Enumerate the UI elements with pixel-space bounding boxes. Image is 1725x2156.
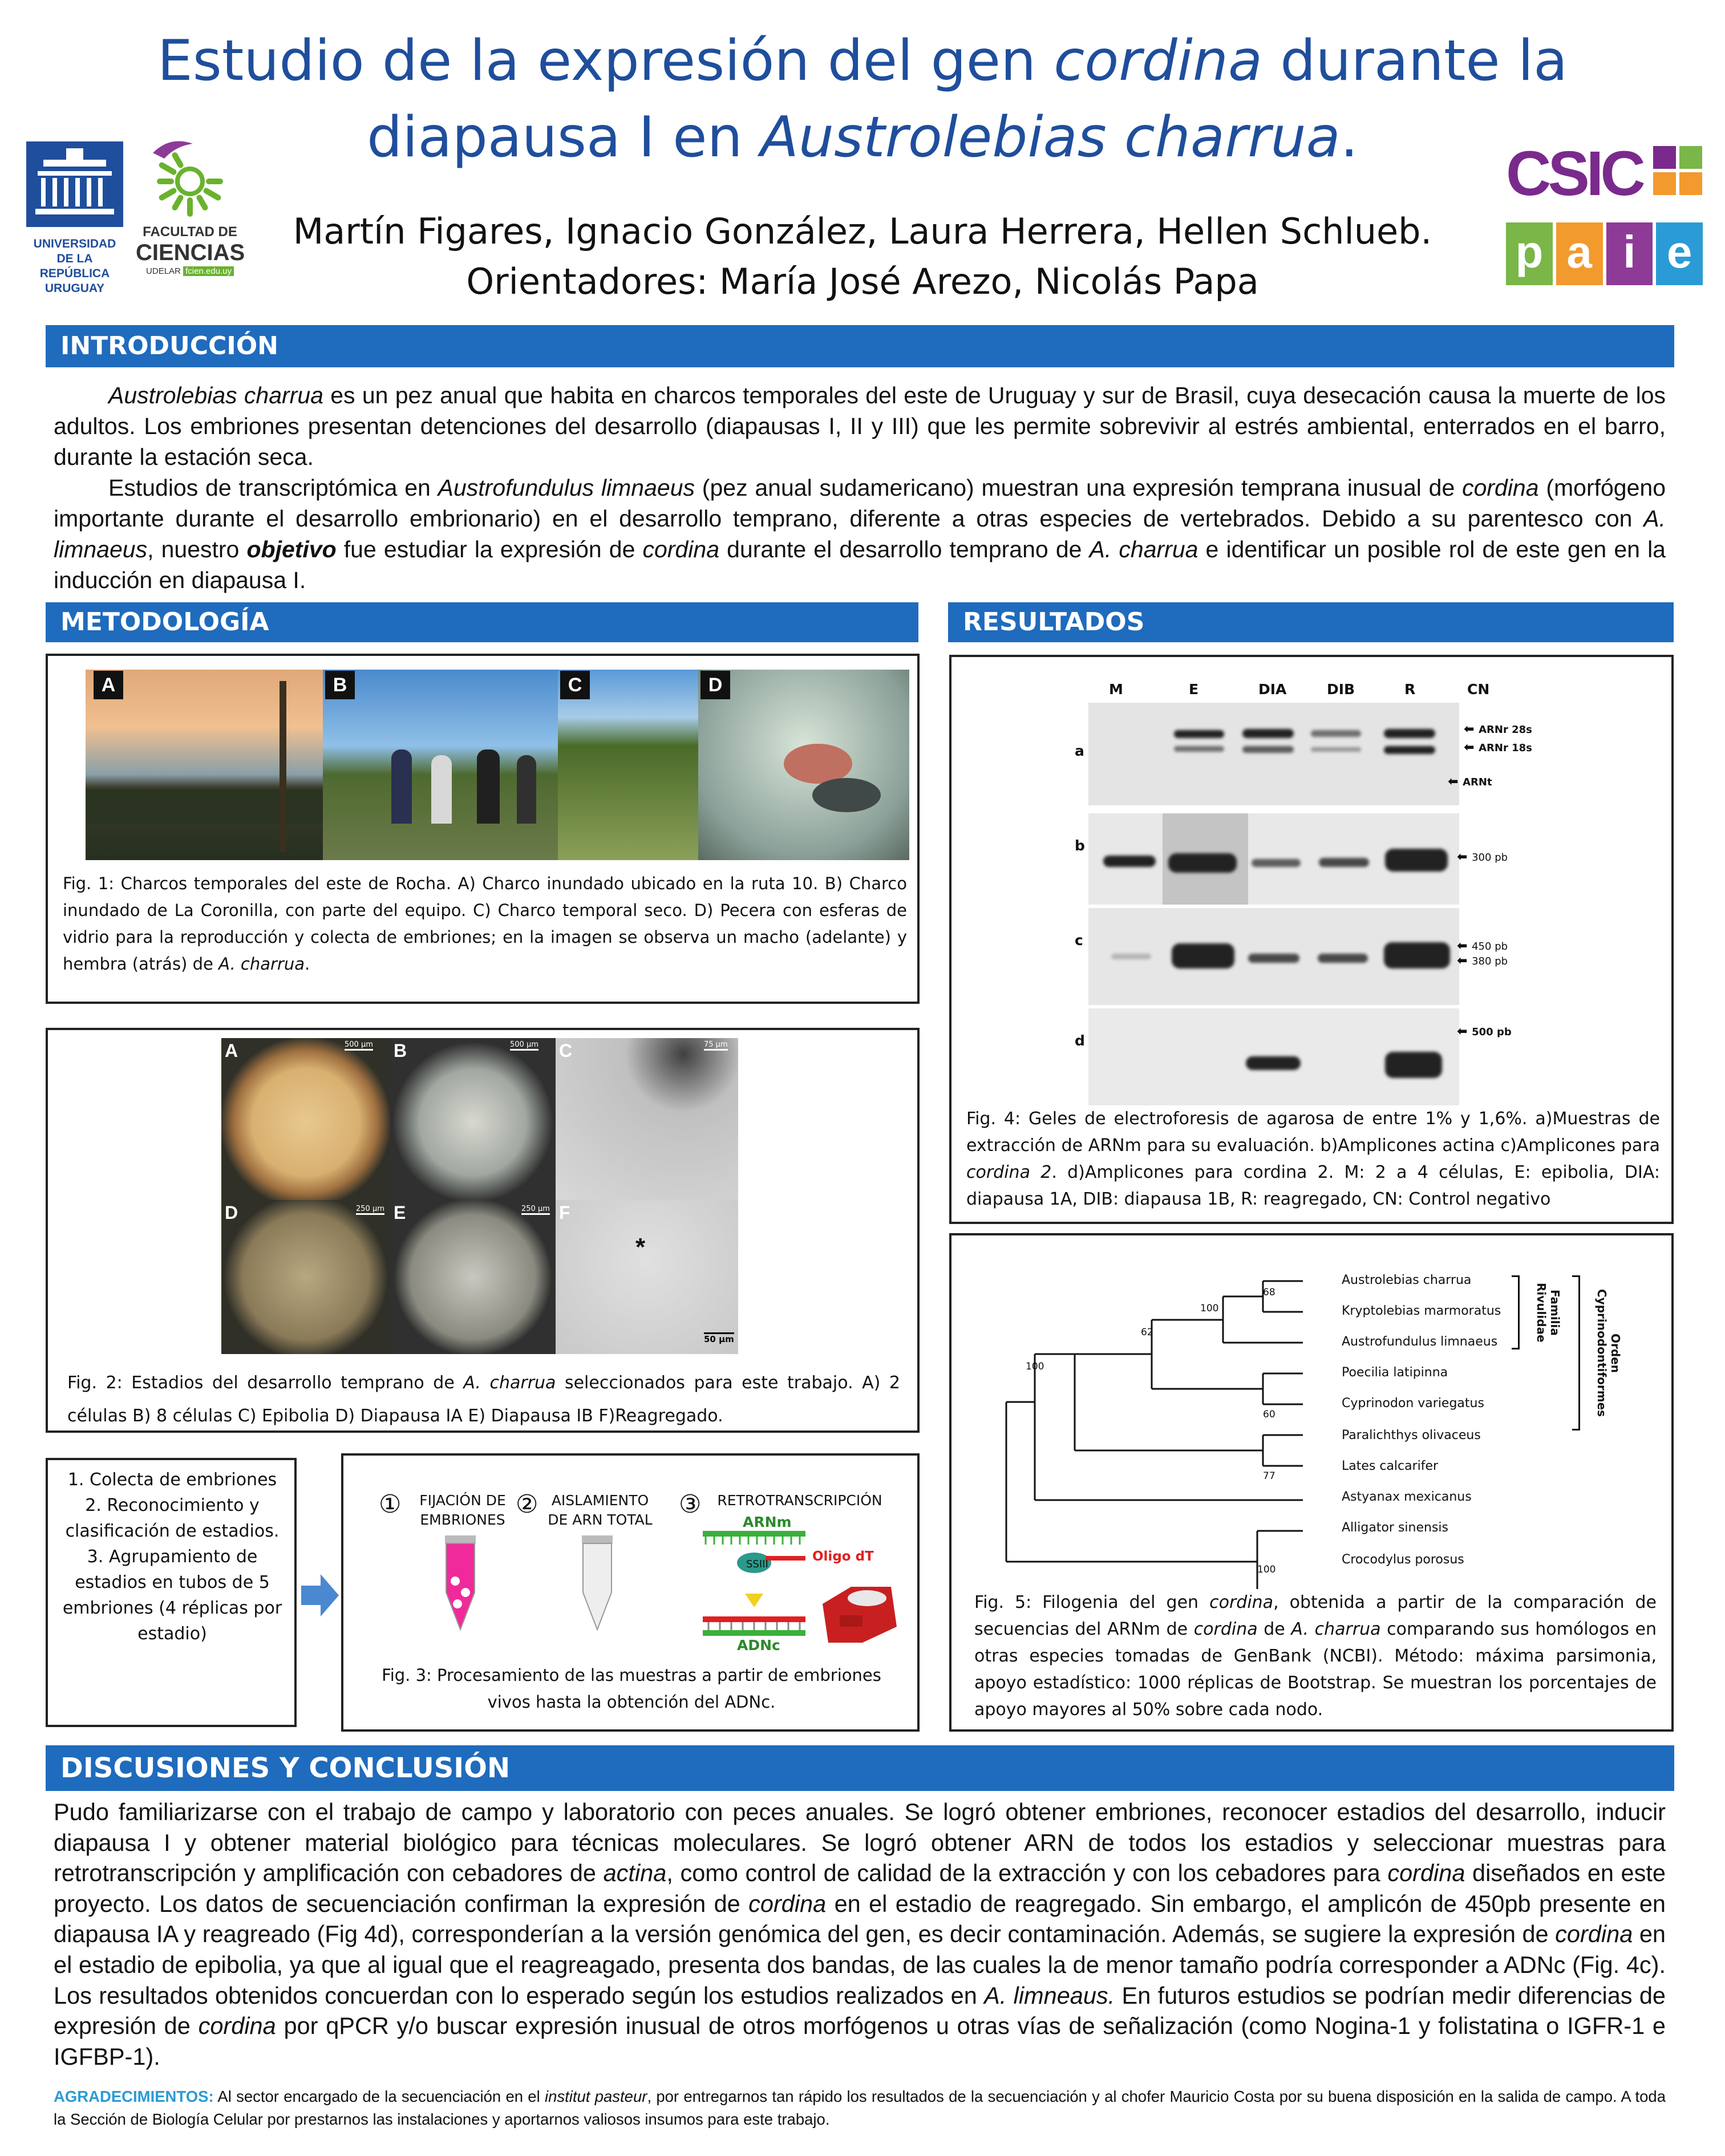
micro-diapausa-ia <box>221 1200 390 1354</box>
fig1-caption: Fig. 1: Charcos temporales del este de Rocha. A) Charco inundado ubicado en la ruta 10. B) Charco inundado de La Coronilla, con parte del equipo. C) Charco temporal seco. D) Pecera con esferas de vidrio para la reproducción y colecta de embriones; en la imagen se observa un macho (adelante) y hembra (atrás) de A. charrua. <box>63 874 907 974</box>
bracket-familia <box>1512 1275 1520 1349</box>
label-orden: Orden Cyprinodontiformes <box>1595 1288 1622 1417</box>
gel-col-cn: CN <box>1467 681 1490 698</box>
fig4-caption: Fig. 4: Geles de electroforesis de agarosa de entre 1% y 1,6%. a)Muestras de extracción de ARNm para su evaluación. b)Amplicones actina c)Amplicones para cordina 2. d)Amplicones para cordina 2. M: 2 a 4 células, E: epibolia, DIA: diapausa 1A, DIB: diapausa 1B, R: reagregado, CN: Control negativo <box>966 1109 1660 1209</box>
fig2-scale-d: 250 µm <box>356 1205 384 1215</box>
section-discusion-header: DISCUSIONES Y CONCLUSIÓN <box>46 1745 1674 1791</box>
taxon-cyprinodon: Cyprinodon variegatus <box>1342 1396 1484 1411</box>
oligo-label: Oligo dT <box>812 1549 874 1564</box>
fig1-box <box>46 654 920 1004</box>
support-100-c: 100 <box>1257 1564 1276 1575</box>
label-arnr28s: ⬅ ARNr 28s <box>1464 722 1532 736</box>
fig2-label-a: A <box>225 1040 238 1061</box>
fcien-logo: FACULTAD DE CIENCIAS UDELAR fcien.edu.uy <box>136 136 244 290</box>
fijacion-label: FIJACIÓN DE EMBRIONES <box>419 1492 506 1528</box>
fig5-box <box>949 1233 1674 1732</box>
label-arnr18s: ⬅ ARNr 18s <box>1464 740 1532 755</box>
steps-box <box>46 1458 297 1727</box>
taxon-austrofundulus: Austrofundulus limnaeus <box>1342 1335 1498 1349</box>
agradecimientos: AGRADECIMIENTOS: Al sector encargado de la secuenciación en el institut pasteur, por entregarnos tan rápido los resultados de la secuenciación y al chofer Mauricio Costa por su buena disposición en la salida de campo. A toda la Sección de Biología Celular por prestarnos las instalaciones y aportarnos valiosos insumos para este trabajo. <box>54 2088 1666 2128</box>
micro-epibolia <box>556 1038 738 1200</box>
fig3-caption: Fig. 3: Procesamiento de las muestras a partir de embriones vivos hasta la obtención del ADNc. <box>382 1665 881 1712</box>
fig2-box <box>46 1028 920 1433</box>
fig2-label-f: F <box>559 1202 570 1223</box>
fig4-box <box>949 655 1674 1224</box>
label-380pb: ⬅ 380 pb <box>1457 954 1508 968</box>
building-icon <box>21 137 129 234</box>
fig2-label-b: B <box>394 1040 407 1061</box>
fig2-caption: Fig. 2: Estadios del desarrollo temprano de A. charrua seleccionados para este trabajo. A) 2 células B) 8 células C) Epibolia D) Diapausa IA E) Diapausa IB F)Reagregado. <box>67 1373 900 1426</box>
step-circle-3: ③ <box>679 1490 702 1519</box>
fig1-label-d: D <box>700 671 730 699</box>
sunflower-icon <box>136 136 244 221</box>
photo-coronilla-equipo <box>323 670 558 860</box>
tube-pink-icon <box>440 1535 480 1632</box>
fig2-star: * <box>635 1233 646 1261</box>
micro-diapausa-ib <box>390 1200 556 1354</box>
fig2-label-c: C <box>559 1040 573 1061</box>
support-100-a: 100 <box>1200 1303 1219 1314</box>
support-100-b: 100 <box>1026 1361 1044 1372</box>
csic-logo: CSIC <box>1506 143 1703 205</box>
fig2-scale-a: 500 µm <box>345 1040 373 1051</box>
phylogenetic-tree <box>972 1270 1314 1589</box>
taxon-poecilia: Poecilia latipinna <box>1342 1365 1448 1380</box>
support-77: 77 <box>1263 1470 1275 1482</box>
gel-col-dia: DIA <box>1258 681 1287 698</box>
step-2: 2. Reconocimiento y clasificación de estadios. <box>65 1496 280 1541</box>
label-arnt: ⬅ ARNt <box>1448 775 1492 789</box>
fig3-box <box>341 1453 920 1732</box>
fig1-label-a: A <box>94 671 123 699</box>
gel-row-c: c <box>1075 932 1083 949</box>
poster-title: Estudio de la expresión del gen cordina durante la diapausa I en Austrolebias charrua. <box>157 29 1568 170</box>
flow-arrow-icon <box>301 1574 339 1616</box>
fig2-label-d: D <box>225 1202 238 1223</box>
taxon-kryptolebias: Kryptolebias marmoratus <box>1342 1304 1501 1318</box>
fig2-scale-b: 500 µm <box>510 1040 538 1051</box>
step-1: 1. Colecta de embriones <box>67 1470 277 1490</box>
intro-text: Austrolebias charrua es un pez anual que habita en charcos temporales del este de Uruguay y sur de Brasil, cuya desecación causa la muerte de los adultos. Los embriones presentan detenciones del desarrollo (diapausas I, II y III) que les permite sobrevivir al estrés ambiental, enterrados en el barro, durante la estación seca. Estudios de transcriptómica en Austrofundulus limnaeus (pez anual sudamericano) muestran una expresión temprana inusual de cordina (morfógeno importante durante el desarrollo embrionario) en el desarrollo temprano, diferente a otras especies de vertebrados. Debido a su parentesco con A. limnaeus, nuestro objetivo fue estudiar la expresión de cordina durante el desarrollo temprano de A. charrua e identificar un posible rol de este gen en la inducción en diapausa I. <box>54 382 1666 593</box>
bracket-orden <box>1572 1275 1580 1430</box>
support-62: 62 <box>1141 1327 1153 1338</box>
gel-col-m: M <box>1109 681 1123 698</box>
fig2-scale-e: 250 µm <box>521 1205 550 1215</box>
retrotranscripcion-label: RETROTRANSCRIPCIÓN <box>717 1492 882 1509</box>
step-circle-1: ① <box>379 1490 402 1519</box>
section-metodologia-header: METODOLOGÍA <box>46 602 918 642</box>
label-450pb: ⬅ 450 pb <box>1457 939 1508 953</box>
ssiii-label: SSIII <box>746 1558 768 1570</box>
taxon-crocodylus: Crocodylus porosus <box>1342 1553 1464 1567</box>
gel-col-dib: DIB <box>1327 681 1355 698</box>
taxon-austrolebias: Austrolebias charrua <box>1342 1273 1472 1287</box>
step-circle-2: ② <box>516 1490 538 1519</box>
taxon-alligator: Alligator sinensis <box>1342 1521 1448 1535</box>
gel-col-e: E <box>1189 681 1199 698</box>
gel-row-d: d <box>1075 1032 1085 1049</box>
gel-b <box>1088 813 1459 905</box>
taxon-paralichthys: Paralichthys olivaceus <box>1342 1428 1481 1442</box>
fig2-scale-c: 75 µm <box>704 1040 728 1051</box>
micro-reagregado <box>556 1200 738 1354</box>
section-intro-header: INTRODUCCIÓN <box>46 325 1674 367</box>
fig1-label-b: B <box>325 671 355 699</box>
discusion-text: Pudo familiarizarse con el trabajo de campo y laboratorio con peces anuales. Se logró obtener embriones, reconocer estadios del desarrollo, inducir diapausa I y obtener material biológico para técnicas moleculares. Se logró obtener ARN de todos los estadios y seleccionar muestras para retrotranscripción y amplificación con cebadores de actina, como control de calidad de la extracción y con los cebadores para cordina diseñados en este proyecto. Los datos de secuenciación confirman la expresión de cordina en el estadio de reagregado. Sin embargo, el amplicón de 450pb presente en diapausa IA y reagreado (Fig 4d), corresponderían a la versión genómica del gen, es decir contaminación. Además, se sugiere la expresión de cordina en el estadio de epibolia, ya que al igual que el reagreagado, presenta dos bandas, de las cuales la de menor tamaño podría corresponder a ADNc (Fig. 4c). Los resultados obtenidos concuerdan con lo esperado según los estudios realizados en A. limneaus. En futuros estudios se podrían medir diferencias de expresión de cordina por qPCR y/o buscar expresión inusual de otros morfógenos u otras vías de señalización (como Nogina-1 y folistatina o IGFR-1 e IGFBP-1). <box>54 1798 1666 2070</box>
micro-8-celulas <box>390 1038 556 1200</box>
support-60: 60 <box>1263 1409 1275 1420</box>
aislamiento-label: AISLAMIENTO DE ARN TOTAL <box>548 1492 653 1528</box>
paie-logo: p a i e <box>1506 222 1703 285</box>
gel-row-b: b <box>1075 837 1085 854</box>
thermocycler-icon <box>817 1575 902 1644</box>
gel-d <box>1088 1008 1459 1105</box>
gel-col-r: R <box>1404 681 1416 698</box>
fig1-label-c: C <box>560 671 590 699</box>
micro-2-celulas <box>221 1038 390 1200</box>
label-familia: Familia Rivulidae <box>1534 1282 1562 1343</box>
taxon-astyanax: Astyanax mexicanus <box>1342 1490 1472 1504</box>
support-68: 68 <box>1263 1287 1275 1298</box>
gel-c <box>1088 908 1459 1005</box>
taxon-lates: Lates calcarifer <box>1342 1459 1439 1473</box>
adnc-label: ADNc <box>737 1637 780 1654</box>
step-3: 3. Agrupamiento de estadios en tubos de 5 embriones (4 réplicas por estadio) <box>62 1547 282 1644</box>
label-300pb: ⬅ 300 pb <box>1457 850 1508 864</box>
authors: Martín Figares, Ignacio González, Laura Herrera, Hellen Schlueb. Orientadores: María José Arezo, Nicolás Papa <box>293 210 1432 302</box>
gel-row-a: a <box>1075 743 1084 759</box>
udelar-logo: UNIVERSIDAD DE LA REPÚBLICA URUGUAY <box>21 137 129 279</box>
gel-a <box>1088 703 1459 805</box>
fig2-label-e: E <box>394 1202 406 1223</box>
tube-empty-icon <box>577 1535 617 1632</box>
section-resultados-header: RESULTADOS <box>948 602 1674 642</box>
label-500pb: ⬅ 500 pb <box>1457 1024 1512 1039</box>
fig2-scale-f: 50 µm <box>704 1332 734 1344</box>
arnm-label: ARNm <box>743 1514 792 1530</box>
fig5-caption: Fig. 5: Filogenia del gen cordina, obtenida a partir de la comparación de secuencias del ARNm de cordina de A. charrua comparando sus homólogos en otras especies tomadas de GenBank (NCBI). Método: máxima parsimonia, apoyo estadístico: 1000 réplicas de Bootstrap. Se muestran los porcentajes de apoyo mayores al 50% sobre cada nodo. <box>974 1592 1657 1720</box>
